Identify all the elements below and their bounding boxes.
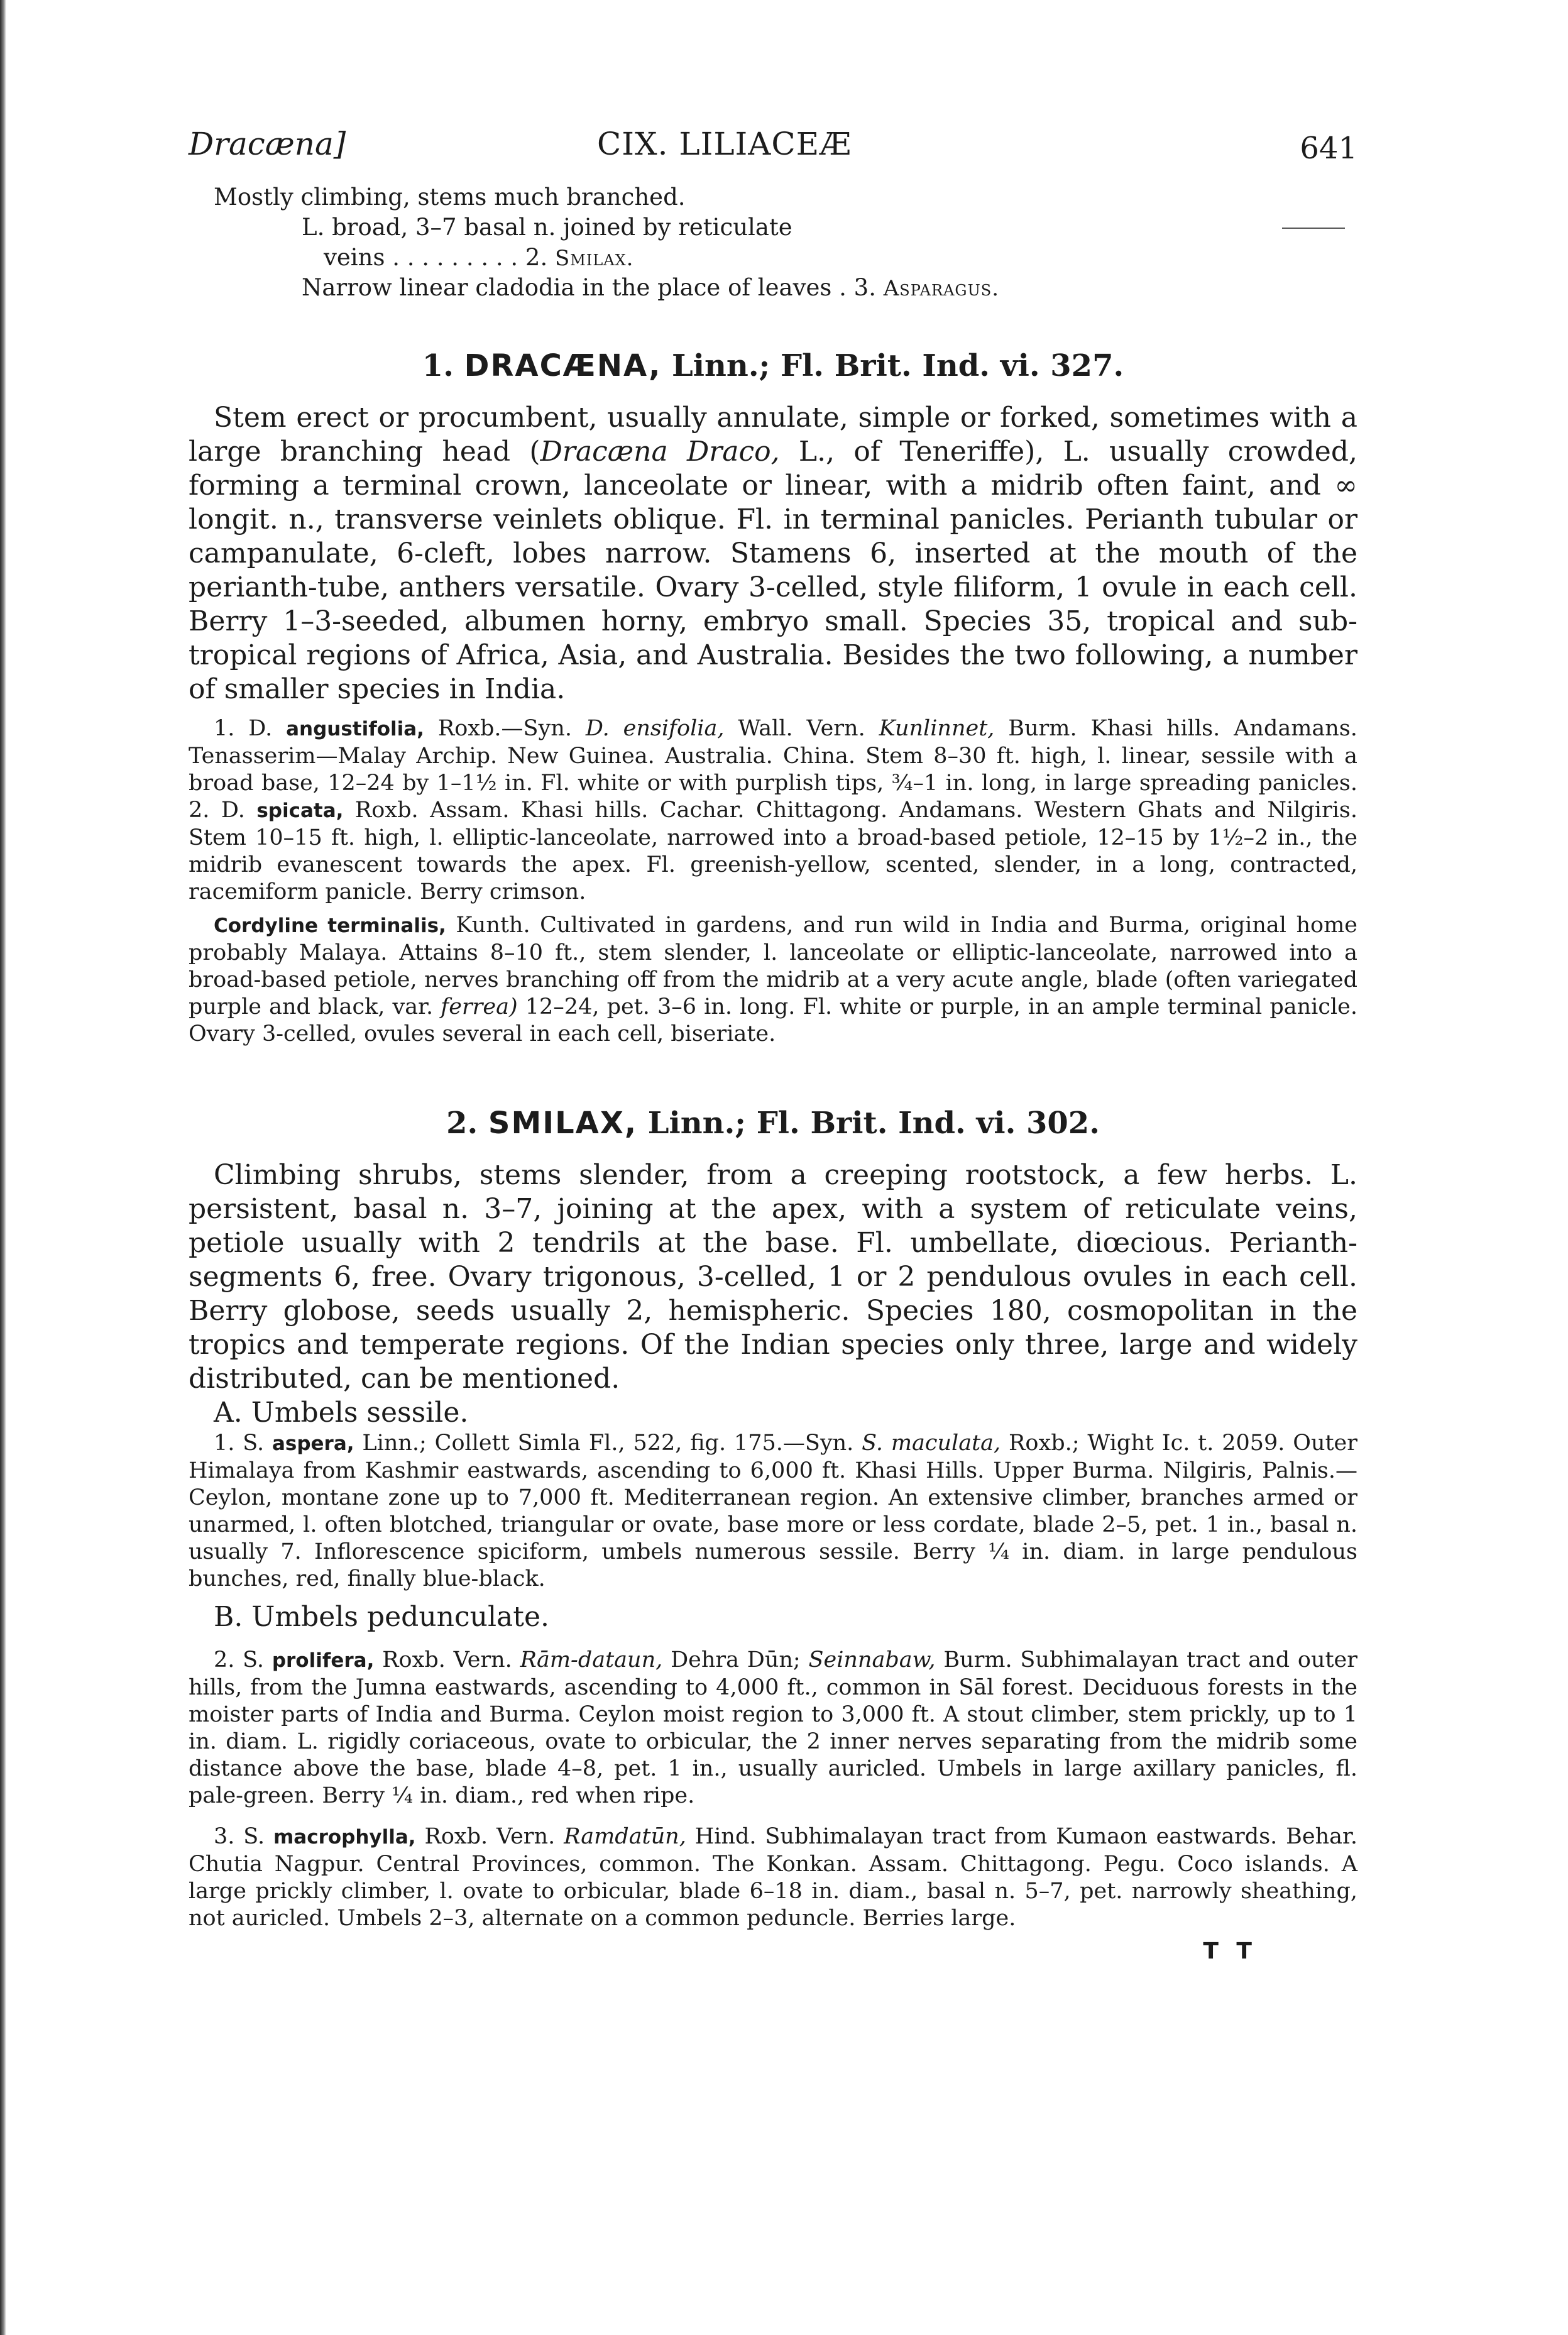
key-genus-asparagus: Asparagus.: [883, 276, 1000, 301]
key-line-3: [324, 243, 634, 273]
species-number: 2. D.: [189, 798, 245, 823]
page-binding-edge: [0, 0, 6, 2335]
smilax-reference: Linn.; Fl. Brit. Ind. vi. 302.: [647, 1106, 1100, 1141]
dracaena-reference: Linn.; Fl. Brit. Ind. vi. 327.: [672, 348, 1124, 383]
species-synonym: S. maculata,: [862, 1431, 1001, 1456]
running-header: [189, 113, 1357, 182]
cordyline-paragraph: [189, 912, 1357, 1048]
page-number: 641: [1300, 131, 1357, 166]
species-vernacular: Kunlinnet,: [879, 716, 995, 741]
key-line-2: L. broad, 3–7 basal n. joined by reticulate: [302, 214, 792, 241]
key-line-3-text: veins . . . . . . . . . 2.: [324, 244, 548, 271]
species-text: Roxb.; Wight Ic. t. 2059. Outer Himalaya from Kashmir eastwards, ascending to 6,000 ft. Khasi Hills. Upper Burma. Nilgiris, Palnis.—Ceylon, montane zone up to 7,000 ft. Mediterranean region. An extensive climber, branches armed or unarmed, l. often blotched, triangular or ovate, base more or less cordate, blade 2–5, pet. 1 in., basal n. usually 7. Inflorescence spiciform, umbels numerous sessile. Berry ¼ in. diam. in large pendulous bunches, red, finally blue-black.: [189, 1431, 1357, 1591]
key-row-3: [189, 243, 1357, 273]
header-genus: Dracæna]: [189, 126, 346, 162]
smilax-species-3: [189, 1823, 1357, 1932]
species-text: Dehra Dūn;: [671, 1647, 801, 1673]
species-text: Burm. Khasi hills. Andamans. Tenasserim—Malay Archip. New Guinea. Australia. China. Stem 8–30 ft. high, l. linear, sessile with a broad base, 12–24 by 1–1½ in. Fl. white or with purplish tips, ¾–1 in. long, in large spreading panicles.: [189, 716, 1357, 796]
dracaena-species-paragraph: [189, 715, 1357, 906]
smilax-group-a: A. Umbels sessile.: [214, 1397, 469, 1429]
species-name: spicata,: [256, 799, 344, 822]
dracaena-name: DRACÆNA,: [464, 348, 662, 383]
key-row-2: [189, 212, 1357, 243]
dracaena-description: [189, 401, 1357, 706]
dracaena-heading: [189, 347, 1357, 385]
species-vernacular: Ramdatūn,: [564, 1824, 686, 1849]
key-rule: [1282, 228, 1345, 229]
species-text: 12–24, pet. 3–6 in. long. Fl. white or purple, in an ample terminal panicle. Ovary 3-celled, ovules several in each cell, biseriate.: [189, 994, 1357, 1047]
species-vernacular: Rām-dataun,: [520, 1647, 663, 1673]
dracaena-desc-italic: Dracæna Draco,: [540, 436, 780, 468]
species-text: Kunth. Cultivated in gardens, and run wild in India and Burma, original home probably Malaya. Attains 8–10 ft., stem slender, l. lanceolate or elliptic-lanceolate, narrowed into a broad-based petiole, nerves branching off from the midrib at a very acute angle, blade (often variegated purple and black, var.: [189, 913, 1357, 1019]
species-number: 3. S.: [214, 1824, 265, 1849]
smilax-number: 2.: [446, 1106, 478, 1141]
species-text: Roxb. Vern.: [382, 1647, 512, 1673]
smilax-heading: [189, 1104, 1357, 1142]
species-name: aspera,: [271, 1432, 354, 1455]
smilax-group-b: B. Umbels pedunculate.: [214, 1601, 549, 1633]
key-line-1: Mostly climbing, stems much branched.: [214, 184, 686, 211]
key-row-4: [189, 273, 1357, 303]
species-synonym: D. ensifolia,: [585, 716, 725, 741]
dracaena-desc-part-a: Stem erect or procumbent, usually annulate, simple or forked, sometimes with a large branching head (: [189, 402, 1357, 468]
species-name: Cordyline terminalis,: [214, 915, 446, 937]
page-footer: [189, 1932, 1357, 1970]
smilax-name: SMILAX,: [488, 1106, 638, 1141]
smilax-species-1: [189, 1430, 1357, 1593]
species-text: Roxb.—Syn.: [437, 716, 572, 741]
key-row-1: [189, 182, 1357, 212]
smilax-species-2: [189, 1647, 1357, 1810]
species-variety: ferrea): [441, 994, 518, 1019]
species-name: macrophylla,: [273, 1826, 416, 1849]
dracaena-number: 1.: [422, 348, 454, 383]
species-vernacular: Seinnabaw,: [808, 1647, 936, 1673]
species-name: prolifera,: [271, 1649, 375, 1672]
species-number: 2. S.: [214, 1647, 265, 1673]
species-text: Wall. Vern.: [738, 716, 865, 741]
species-name: angustifolia,: [286, 718, 424, 740]
species-number: 1. D.: [214, 716, 273, 741]
species-text: Linn.; Collett Simla Fl., 522, fig. 175.—Syn.: [362, 1431, 854, 1456]
smilax-description: Climbing shrubs, stems slender, from a creeping rootstock, a few herbs. L. persistent, basal n. 3–7, joining at the apex, with a system of reticulate veins, petiole usually with 2 tendrils at the base. Fl. umbellate, diœcious. Perianth-segments 6, free. Ovary trigonous, 3-celled, 1 or 2 pendulous ovules in each cell. Berry globose, seeds usually 2, hemispheric. Species 180, cosmopolitan in the tropics and temperate regions. Of the Indian species only three, large and widely distributed, can be mentioned.: [189, 1159, 1357, 1395]
book-page: [189, 113, 1357, 1970]
species-number: 1. S.: [214, 1431, 265, 1456]
species-text: Roxb. Assam. Khasi hills. Cachar. Chittagong. Andamans. Western Ghats and Nilgiris. Stem 10–15 ft. high, l. elliptic-lanceolate, narrowed into a broad-based petiole, 12–15 by 1½–2 in., the midrib evanescent towards the apex. Fl. greenish-yellow, scented, slender, in a long, contracted, racemiform panicle. Berry crimson.: [189, 798, 1357, 904]
dracaena-desc-part-c: L., of Teneriffe), L. usually crowded, forming a terminal crown, lanceolate or linear, with a midrib often faint, and ∞ longit. n., transverse veinlets oblique. Fl. in terminal panicles. Perianth tubular or campanulate, 6-cleft, lobes narrow. Stamens 6, inserted at the mouth of the perianth-tube, anthers versatile. Ovary 3-celled, style filiform, 1 ovule in each cell. Berry 1–3-seeded, albumen horny, embryo small. Species 35, tropical and sub-tropical regions of Africa, Asia, and Australia. Besides the two following, a number of smaller species in India.: [189, 436, 1357, 705]
species-text: Hind. Subhimalayan tract from Kumaon eastwards. Behar. Chutia Nagpur. Central Provinces, common. The Konkan. Assam. Chittagong. Pegu. Coco islands. A large prickly climber, l. ovate to orbicular, blade 6–18 in. diam., basal n. 5–7, pet. narrowly sheathing, not auricled. Umbels 2–3, alternate on a common peduncle. Berries large.: [189, 1824, 1357, 1931]
species-text: Burm. Subhimalayan tract and outer hills, from the Jumna eastwards, ascending to 4,000 ft., common in Sāl forest. Deciduous forests in the moister parts of India and Burma. Ceylon moist region to 3,000 ft. A stout climber, stem prickly, up to 1 in. diam. L. rigidly coriaceous, ovate to orbicular, the 2 inner nerves separating from the midrib some distance above the base, blade 4–8, pet. 1 in., usually auricled. Umbels in large axillary panicles, fl. pale-green. Berry ¼ in. diam., red when ripe.: [189, 1647, 1357, 1808]
species-text: Roxb. Vern.: [424, 1824, 556, 1849]
key-line-4-text: Narrow linear cladodia in the place of leaves . 3.: [302, 274, 876, 301]
header-family: CIX. LILIACEÆ: [597, 126, 852, 162]
key-genus-smilax: Smilax.: [554, 246, 634, 271]
genus-key: [189, 182, 1357, 303]
signature-mark: T T: [1203, 1938, 1257, 1964]
key-line-4: [302, 273, 999, 304]
